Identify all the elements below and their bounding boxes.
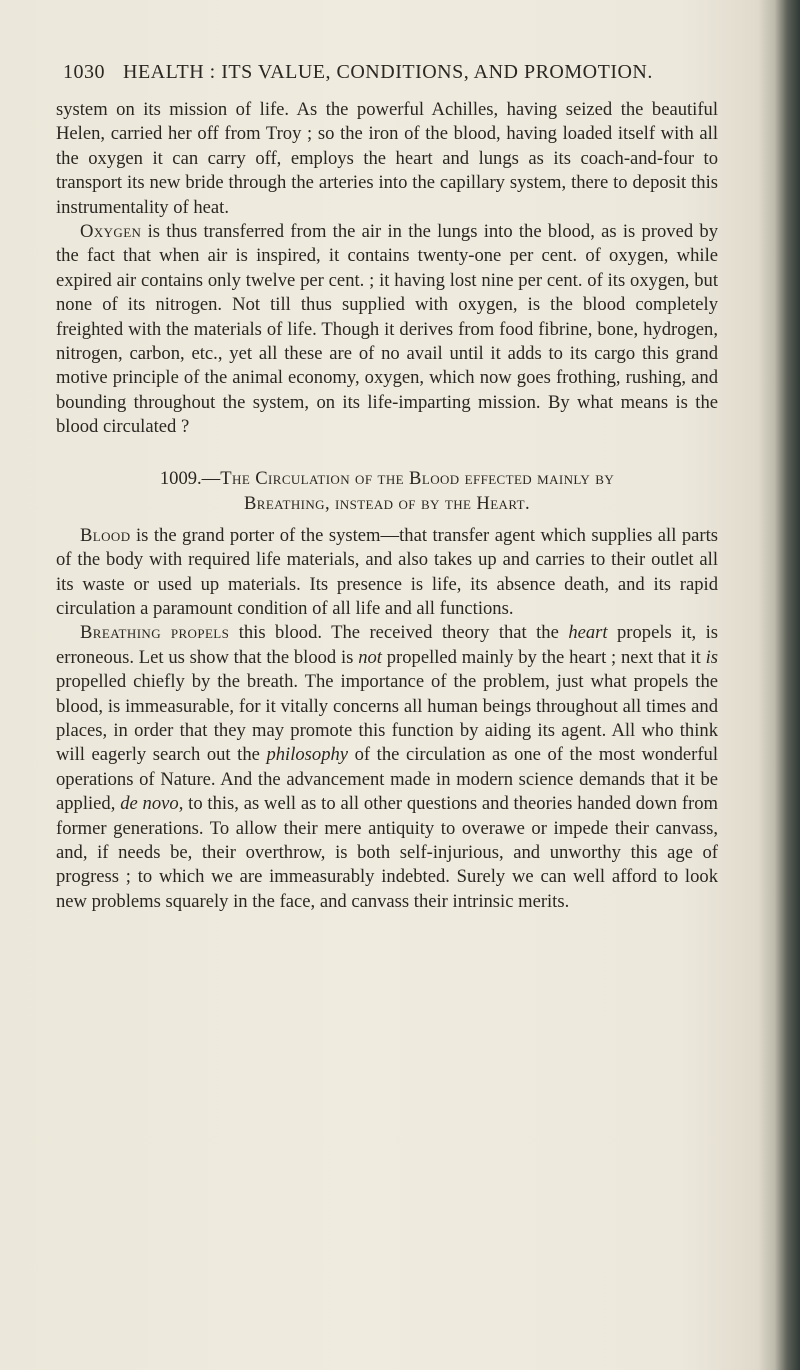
paragraph-breathing [56,621,718,914]
section-heading-line-2 [56,491,718,516]
paragraph-text: is the grand porter of the system—that transfer agent which supplies all parts of the body with required life materials, and also takes up and carries to their outlet all its waste or used up materials. Its presence is life, its absence death, and its rapid circulation a paramount condition of all life and all functions. [56,524,718,619]
paragraph-blood [56,524,718,622]
section-title-2: Breathing, instead of by the Heart. [243,492,531,514]
paragraph-text: of the circulation as one of the most wonderful operations of Nature. And the advancement made in modern science demands that it be applied, [56,744,718,815]
page-number: 1030 [63,61,105,83]
paragraph-lead: Oxygen [80,221,142,243]
section-number: 1009.— [159,467,221,489]
paragraph-text: propels it, is erroneous. Let us show that the blood is [56,622,719,668]
emphasis-philosophy: philosophy [266,744,349,766]
body-text [56,98,718,914]
running-head-title: HEALTH : ITS VALUE, CONDITIONS, AND PROMOTION. [123,61,653,83]
section-heading [56,466,718,516]
emphasis-heart: heart [568,622,608,644]
page-binding-edge [758,0,800,1370]
emphasis-not: not [358,646,382,668]
paragraph-text: system on its mission of life. As the powerful Achilles, having seized the beautiful Helen, carried her off from Troy ; so the iron of the blood, having loaded itself with all the oxygen it can carry off, employs the heart and lungs as its coach-and-four to transport its new bride through the arteries into the capillary system, there to deposit this instrumentality of heat. [56,99,718,218]
paragraph-oxygen [56,220,718,440]
paragraph-text: , to this, as well as to all other questions and theories handed down from former generations. To allow their mere antiquity to overawe or impede their canvass, and, if needs be, their overthrow, is both self-injurious, and unworthy this age of progress ; to which we are immeasurably indebted. Surely we can well afford to look new problems squarely in the face, and canvass their intrinsic merits. [56,793,718,912]
running-head [63,61,703,84]
paragraph-lead: Breathing propels [80,622,230,644]
section-heading-line-1 [56,466,718,491]
section-title-1: The Circulation of the Blood effected mainly by [220,467,615,489]
paragraph-text: propelled chiefly by the breath. The importance of the problem, just what propels the blood, is immeasurable, for it vitally concerns all human beings throughout all times and places, in order that they may promote this function by aiding its agent. All who think will eagerly search out the [56,671,718,766]
emphasis-is: is [705,646,718,668]
paragraph-text: is thus transferred from the air in the lungs into the blood, as is proved by the fact that when air is inspired, it contains twenty-one per cent. of oxygen, while expired air contains only twelve per cent. ; it having lost nine per cent. of its oxygen, but none of its nitrogen. Not till thus supplied with oxygen, is the blood completely freighted with the materials of life. Though it derives from food fibrine, bone, hydrogen, nitrogen, carbon, etc., yet all these are of no avail until it adds to its cargo this grand motive principle of the animal economy, oxygen, which now goes frothing, rushing, and bounding throughout the system, on its life-imparting mission. By what means is the blood circulated ? [56,221,718,438]
paragraph-text: propelled mainly by the heart ; next that it [381,646,706,668]
paragraph-text: this blood. The received theory that the [229,622,569,644]
emphasis-de-novo: de novo [120,793,179,815]
paragraph-continued [56,98,718,220]
paragraph-lead: Blood [80,524,131,546]
